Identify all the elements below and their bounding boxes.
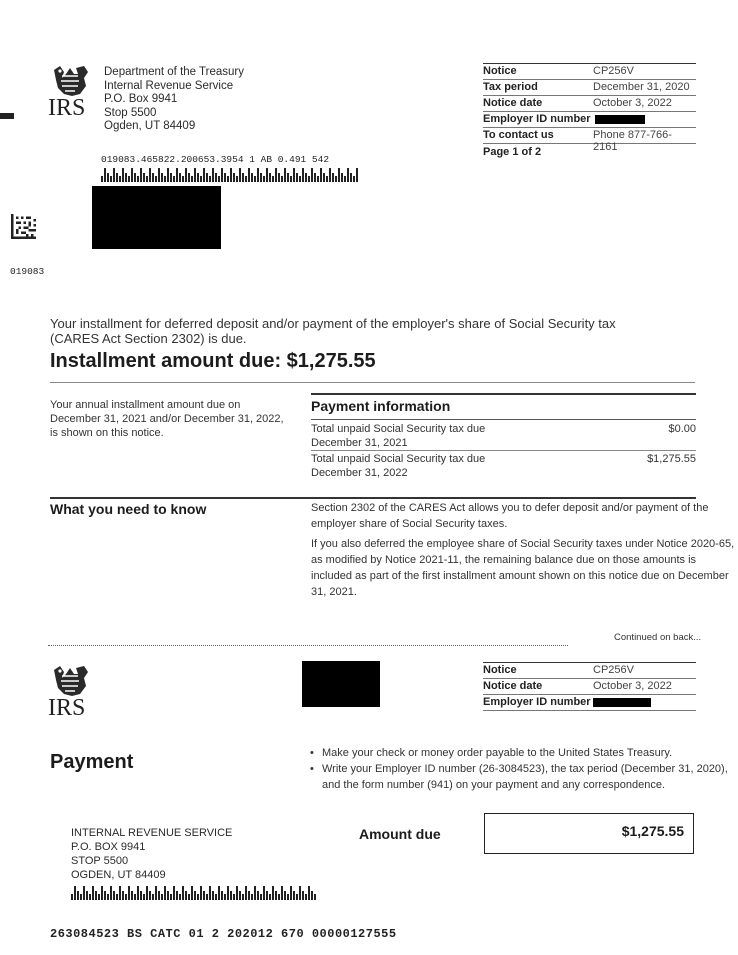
employer-id-label: Employer ID number (483, 113, 591, 125)
barcode-bar (143, 894, 145, 900)
mail-tracking-code: 019083.465822.200653.3954 1 AB 0.491 542 (101, 154, 330, 165)
barcode-bar (116, 894, 118, 900)
employer-id-redaction (593, 698, 651, 707)
barcode-bar (176, 168, 178, 182)
barcode-bar (266, 891, 268, 900)
amount-due-label: Amount due (359, 826, 441, 842)
barcode-bar (227, 886, 229, 900)
barcode-bar (146, 886, 148, 900)
explanation-line: Your annual installment amount due on (50, 399, 241, 411)
payment-item-date: December 31, 2021 (311, 437, 408, 449)
barcode-bar (95, 891, 97, 900)
contact-label: To contact us (483, 129, 554, 141)
barcode-bar (233, 173, 235, 182)
due-explanation (50, 398, 284, 440)
barcode-bar (152, 894, 154, 900)
agency-line: P.O. Box 9941 (104, 93, 178, 106)
barcode-bar (332, 173, 334, 182)
notice-row (483, 63, 696, 79)
barcode-bar (128, 886, 130, 900)
heading-rule (50, 382, 695, 383)
barcode-bar (335, 176, 337, 182)
instruction-text: and the form number (941) on your payment and any correspondence. (322, 779, 666, 791)
explanation-line: December 31, 2021 and/or December 31, 2022, (50, 413, 284, 425)
barcode-bar (119, 176, 121, 182)
remit-line: STOP 5500 (71, 855, 129, 867)
barcode-bar (308, 886, 310, 900)
intro-line: Your installment for deferred deposit and/or payment of the employer's share of Social Security tax (50, 316, 616, 331)
barcode-bar (299, 176, 301, 182)
barcode-bar (260, 173, 262, 182)
barcode-bar (164, 886, 166, 900)
employer-id-row (483, 111, 696, 127)
payment-item (311, 422, 696, 450)
barcode-bar (251, 173, 253, 182)
payment-title: Payment (50, 751, 134, 773)
barcode-bar (83, 886, 85, 900)
barcode-bar (104, 891, 106, 900)
barcode-bar (233, 894, 235, 900)
barcode-bar (257, 891, 259, 900)
stub-employer-id-row (483, 694, 696, 711)
agency-line: Department of the Treasury (104, 66, 244, 78)
barcode-bar (272, 886, 274, 900)
tax-period-row (483, 79, 696, 95)
notice-date-value: October 3, 2022 (593, 680, 672, 692)
instruction-text: Make your check or money order payable to the United States Treasury. (322, 747, 673, 759)
barcode-bar (167, 891, 169, 900)
barcode-bar (218, 176, 220, 182)
instruction-item (310, 745, 728, 761)
notice-value: CP256V (593, 664, 634, 676)
barcode-bar (137, 176, 139, 182)
tear-line (48, 645, 568, 646)
barcode-bar (311, 168, 313, 182)
notice-value: CP256V (593, 65, 634, 77)
postal-barcode (101, 168, 358, 182)
barcode-bar (236, 176, 238, 182)
barcode-bar (89, 894, 91, 900)
barcode-bar (254, 886, 256, 900)
instruction-item (310, 761, 728, 793)
logo-text: IRS (48, 695, 86, 721)
ocr-scan-line: 263084523 BS CATC 01 2 202012 670 00000127555 (50, 927, 397, 941)
barcode-bar (200, 176, 202, 182)
barcode-bar (284, 168, 286, 182)
barcode-bar (191, 886, 193, 900)
barcode-bar (296, 173, 298, 182)
barcode-bar (203, 168, 205, 182)
employer-id-label: Employer ID number (483, 696, 591, 708)
barcode-bar (281, 176, 283, 182)
barcode-bar (167, 168, 169, 182)
payment-info-rule (311, 419, 696, 420)
know-para-line: Section 2302 of the CARES Act allows you to defer deposit and/or payment of the (311, 502, 709, 514)
barcode-bar (134, 173, 136, 182)
payment-info-rule (311, 393, 696, 395)
barcode-bar (119, 886, 121, 900)
barcode-bar (149, 168, 151, 182)
barcode-bar (308, 176, 310, 182)
barcode-bar (236, 886, 238, 900)
barcode-bar (305, 894, 307, 900)
barcode-bar (104, 168, 106, 182)
barcode-bar (155, 886, 157, 900)
barcode-bar (197, 173, 199, 182)
barcode-bar (269, 173, 271, 182)
barcode-bar (314, 894, 316, 900)
barcode-bar (281, 886, 283, 900)
barcode-bar (110, 176, 112, 182)
agency-line: Ogden, UT 84409 (104, 120, 196, 133)
barcode-bar (221, 168, 223, 182)
barcode-bar (275, 891, 277, 900)
stub-irs-logo (48, 664, 92, 724)
logo-text: IRS (48, 95, 86, 121)
barcode-bar (317, 176, 319, 182)
remit-line: INTERNAL REVENUE SERVICE (71, 827, 233, 839)
barcode-bar (185, 891, 187, 900)
barcode-bar (224, 894, 226, 900)
barcode-bar (188, 173, 190, 182)
barcode-bar (137, 886, 139, 900)
barcode-bar (239, 891, 241, 900)
barcode-bar (179, 173, 181, 182)
barcode-bar (74, 886, 76, 900)
barcode-bar (290, 176, 292, 182)
remit-line: OGDEN, UT 84409 (71, 869, 166, 881)
barcode-bar (134, 894, 136, 900)
payment-item-rule (311, 450, 696, 451)
notice-date-row (483, 95, 696, 111)
agency-line: Internal Revenue Service (104, 79, 234, 92)
barcode-bar (125, 173, 127, 182)
barcode-bar (347, 168, 349, 182)
barcode-bar (320, 168, 322, 182)
barcode-bar (326, 176, 328, 182)
barcode-bar (140, 168, 142, 182)
know-para-line: employer share of Social Security taxes. (311, 518, 508, 530)
installment-heading: Installment amount due: $1,275.55 (50, 350, 376, 372)
barcode-bar (245, 886, 247, 900)
barcode-bar (212, 168, 214, 182)
barcode-bar (158, 168, 160, 182)
remit-barcode (71, 886, 316, 900)
barcode-bar (209, 886, 211, 900)
side-code: 019083 (10, 266, 45, 277)
barcode-bar (152, 173, 154, 182)
know-title: What you need to know (50, 501, 207, 517)
payment-item-desc: Total unpaid Social Security tax due (311, 453, 486, 465)
intro-line: (CARES Act Section 2302) is due. (50, 331, 247, 346)
barcode-bar (158, 891, 160, 900)
barcode-bar (182, 176, 184, 182)
barcode-bar (239, 168, 241, 182)
barcode-bar (314, 173, 316, 182)
datamatrix-icon (11, 214, 36, 239)
barcode-bar (287, 894, 289, 900)
agency-address (104, 66, 244, 134)
know-para-line: as modified by Notice 2021-11, the remaining balance due on those amounts is (311, 554, 697, 566)
notice-date-value: October 3, 2022 (593, 97, 672, 109)
barcode-bar (164, 176, 166, 182)
contact-value: Phone 877-766-2161 (593, 129, 672, 153)
barcode-bar (341, 173, 343, 182)
barcode-bar (248, 891, 250, 900)
stub-notice-date-row (483, 678, 696, 694)
payment-instructions (310, 745, 728, 793)
payment-info-title: Payment information (311, 398, 451, 414)
stub-notice-row (483, 662, 696, 678)
barcode-bar (269, 894, 271, 900)
barcode-bar (116, 173, 118, 182)
barcode-bar (302, 168, 304, 182)
barcode-bar (212, 891, 214, 900)
barcode-bar (344, 176, 346, 182)
know-text (311, 500, 734, 600)
barcode-bar (113, 891, 115, 900)
barcode-bar (110, 886, 112, 900)
page-edge-mark (0, 113, 14, 119)
barcode-bar (179, 894, 181, 900)
barcode-bar (224, 173, 226, 182)
payment-item-amount: $0.00 (668, 423, 696, 435)
stub-redaction (302, 661, 380, 707)
payment-item-amount: $1,275.55 (647, 453, 696, 465)
barcode-bar (206, 173, 208, 182)
barcode-bar (98, 894, 100, 900)
barcode-bar (266, 168, 268, 182)
amount-due-box (484, 813, 694, 854)
notice-date-label: Notice date (483, 97, 543, 109)
barcode-bar (296, 894, 298, 900)
barcode-bar (356, 168, 358, 182)
barcode-bar (155, 176, 157, 182)
barcode-bar (245, 176, 247, 182)
eagle-icon (50, 664, 90, 698)
barcode-bar (101, 176, 103, 182)
barcode-bar (107, 173, 109, 182)
barcode-bar (293, 891, 295, 900)
know-para-line: included as part of the first installment amount shown on this notice due on December (311, 570, 729, 582)
barcode-bar (209, 176, 211, 182)
barcode-bar (191, 176, 193, 182)
barcode-bar (173, 886, 175, 900)
barcode-bar (80, 894, 82, 900)
barcode-bar (263, 176, 265, 182)
barcode-bar (218, 886, 220, 900)
notice-info-table (483, 63, 696, 156)
remit-address (71, 826, 232, 882)
barcode-bar (278, 173, 280, 182)
barcode-bar (311, 891, 313, 900)
notice-date-label: Notice date (483, 680, 543, 692)
barcode-bar (215, 173, 217, 182)
barcode-bar (302, 891, 304, 900)
barcode-bar (272, 176, 274, 182)
tax-period-value: December 31, 2020 (593, 81, 690, 93)
remit-line: P.O. BOX 9941 (71, 841, 146, 853)
barcode-bar (206, 894, 208, 900)
barcode-bar (248, 168, 250, 182)
barcode-bar (131, 168, 133, 182)
notice-label: Notice (483, 65, 517, 77)
barcode-bar (86, 891, 88, 900)
barcode-bar (293, 168, 295, 182)
intro-text (50, 316, 616, 346)
barcode-bar (149, 891, 151, 900)
barcode-bar (200, 886, 202, 900)
barcode-bar (128, 176, 130, 182)
barcode-bar (170, 173, 172, 182)
barcode-bar (71, 894, 73, 900)
barcode-bar (257, 168, 259, 182)
explanation-line: is shown on this notice. (50, 427, 164, 439)
barcode-bar (170, 894, 172, 900)
barcode-bar (230, 168, 232, 182)
payment-item-desc: Total unpaid Social Security tax due (311, 423, 486, 435)
barcode-bar (146, 176, 148, 182)
barcode-bar (221, 891, 223, 900)
barcode-bar (161, 894, 163, 900)
barcode-bar (287, 173, 289, 182)
know-para-line: 31, 2021. (311, 586, 357, 598)
continued-note: Continued on back... (614, 632, 702, 643)
barcode-bar (299, 886, 301, 900)
barcode-bar (215, 894, 217, 900)
barcode-bar (185, 168, 187, 182)
barcode-bar (260, 894, 262, 900)
amount-due-value: $1,275.55 (621, 823, 684, 839)
barcode-bar (230, 891, 232, 900)
barcode-bar (278, 894, 280, 900)
barcode-bar (188, 894, 190, 900)
barcode-bar (254, 176, 256, 182)
agency-line: Stop 5500 (104, 106, 157, 119)
barcode-bar (122, 891, 124, 900)
barcode-bar (113, 168, 115, 182)
barcode-bar (290, 886, 292, 900)
know-para-line: If you also deferred the employee share of Social Security taxes under Notice 2020-65, (311, 538, 735, 550)
barcode-bar (242, 173, 244, 182)
barcode-bar (323, 173, 325, 182)
recipient-redaction (92, 186, 221, 249)
barcode-bar (203, 891, 205, 900)
barcode-bar (338, 168, 340, 182)
notice-label: Notice (483, 664, 517, 676)
payment-item-date: December 31, 2022 (311, 467, 408, 479)
barcode-bar (161, 173, 163, 182)
barcode-bar (284, 891, 286, 900)
barcode-bar (107, 894, 109, 900)
barcode-bar (101, 886, 103, 900)
barcode-bar (263, 886, 265, 900)
payment-item (311, 452, 696, 480)
barcode-bar (329, 168, 331, 182)
barcode-bar (275, 168, 277, 182)
know-rule (50, 497, 696, 499)
barcode-bar (92, 886, 94, 900)
barcode-bar (176, 891, 178, 900)
barcode-bar (197, 894, 199, 900)
instruction-text: Write your Employer ID number (26-3084523), the tax period (December 31, 2020), (322, 763, 728, 775)
barcode-bar (131, 891, 133, 900)
eagle-icon (50, 64, 90, 98)
barcode-bar (353, 176, 355, 182)
employer-id-redaction (595, 115, 645, 124)
barcode-bar (77, 891, 79, 900)
barcode-bar (173, 176, 175, 182)
barcode-bar (122, 168, 124, 182)
barcode-bar (251, 894, 253, 900)
barcode-bar (227, 176, 229, 182)
barcode-bar (182, 886, 184, 900)
barcode-bar (242, 894, 244, 900)
barcode-bar (194, 891, 196, 900)
page-indicator: Page 1 of 2 (483, 146, 542, 158)
tax-period-label: Tax period (483, 81, 538, 93)
barcode-bar (143, 173, 145, 182)
barcode-bar (194, 168, 196, 182)
stub-info-table (483, 662, 696, 711)
barcode-bar (125, 894, 127, 900)
irs-logo (48, 64, 92, 124)
barcode-bar (350, 173, 352, 182)
barcode-bar (140, 891, 142, 900)
barcode-bar (305, 173, 307, 182)
